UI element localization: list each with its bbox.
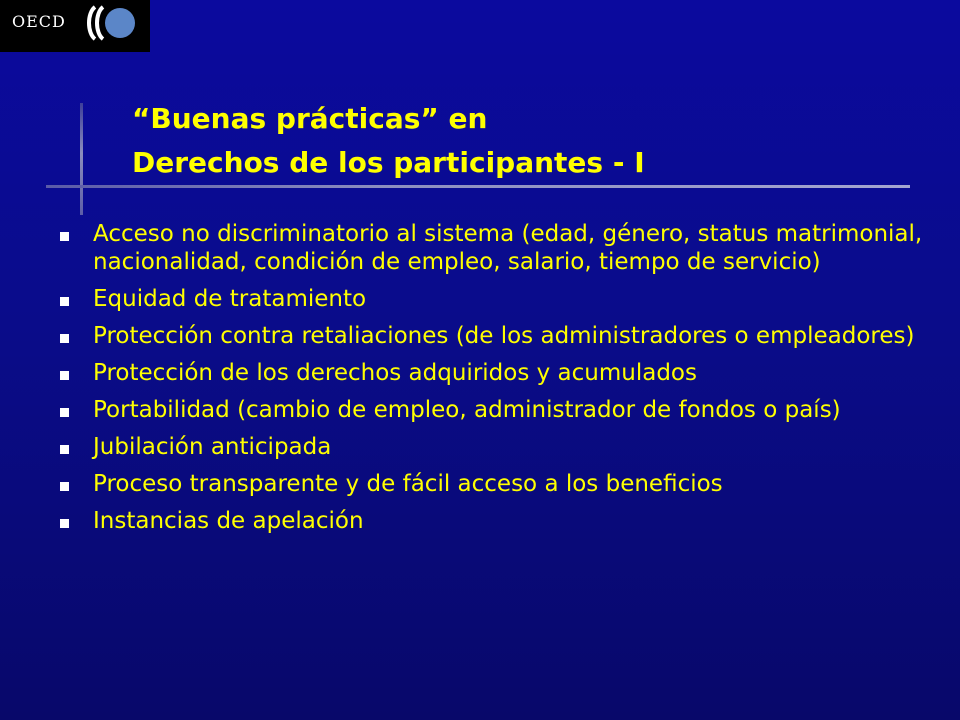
bullet-text: Protección contra retaliaciones (de los administradores o empleadores) bbox=[93, 323, 915, 349]
bullet-item bbox=[60, 285, 940, 313]
bullet-item bbox=[60, 220, 940, 276]
bullet-text: Instancias de apelación bbox=[93, 508, 364, 534]
bullet-item bbox=[60, 507, 940, 535]
square-bullet-icon bbox=[60, 334, 69, 343]
square-bullet-icon bbox=[60, 232, 69, 241]
title-line-2: Derechos de los participantes - I bbox=[132, 146, 645, 179]
square-bullet-icon bbox=[60, 482, 69, 491]
bullet-list bbox=[60, 220, 940, 544]
bullet-text: Proceso transparente y de fácil acceso a los beneficios bbox=[93, 471, 723, 497]
bullet-text: Equidad de tratamiento bbox=[93, 286, 367, 312]
square-bullet-icon bbox=[60, 519, 69, 528]
vertical-rule bbox=[80, 103, 83, 215]
bullet-text: Jubilación anticipada bbox=[93, 434, 332, 460]
title-line-1: “Buenas prácticas” en bbox=[132, 102, 488, 135]
bullet-item bbox=[60, 322, 940, 350]
oecd-logo-icon bbox=[82, 3, 136, 43]
square-bullet-icon bbox=[60, 297, 69, 306]
bullet-item bbox=[60, 470, 940, 498]
oecd-logo bbox=[0, 0, 150, 52]
bullet-item bbox=[60, 396, 940, 424]
square-bullet-icon bbox=[60, 445, 69, 454]
square-bullet-icon bbox=[60, 408, 69, 417]
bullet-text: Portabilidad (cambio de empleo, administrador de fondos o país) bbox=[93, 397, 841, 423]
bullet-item bbox=[60, 433, 940, 461]
logo-text: OECD bbox=[12, 12, 66, 31]
bullet-text: Protección de los derechos adquiridos y acumulados bbox=[93, 360, 697, 386]
page-title bbox=[132, 97, 645, 185]
horizontal-rule bbox=[46, 185, 910, 188]
bullet-item bbox=[60, 359, 940, 387]
bullet-text: Acceso no discriminatorio al sistema (edad, género, status matrimonial, nacionalidad, condición de empleo, salario, tiempo de servicio) bbox=[93, 221, 923, 275]
square-bullet-icon bbox=[60, 371, 69, 380]
